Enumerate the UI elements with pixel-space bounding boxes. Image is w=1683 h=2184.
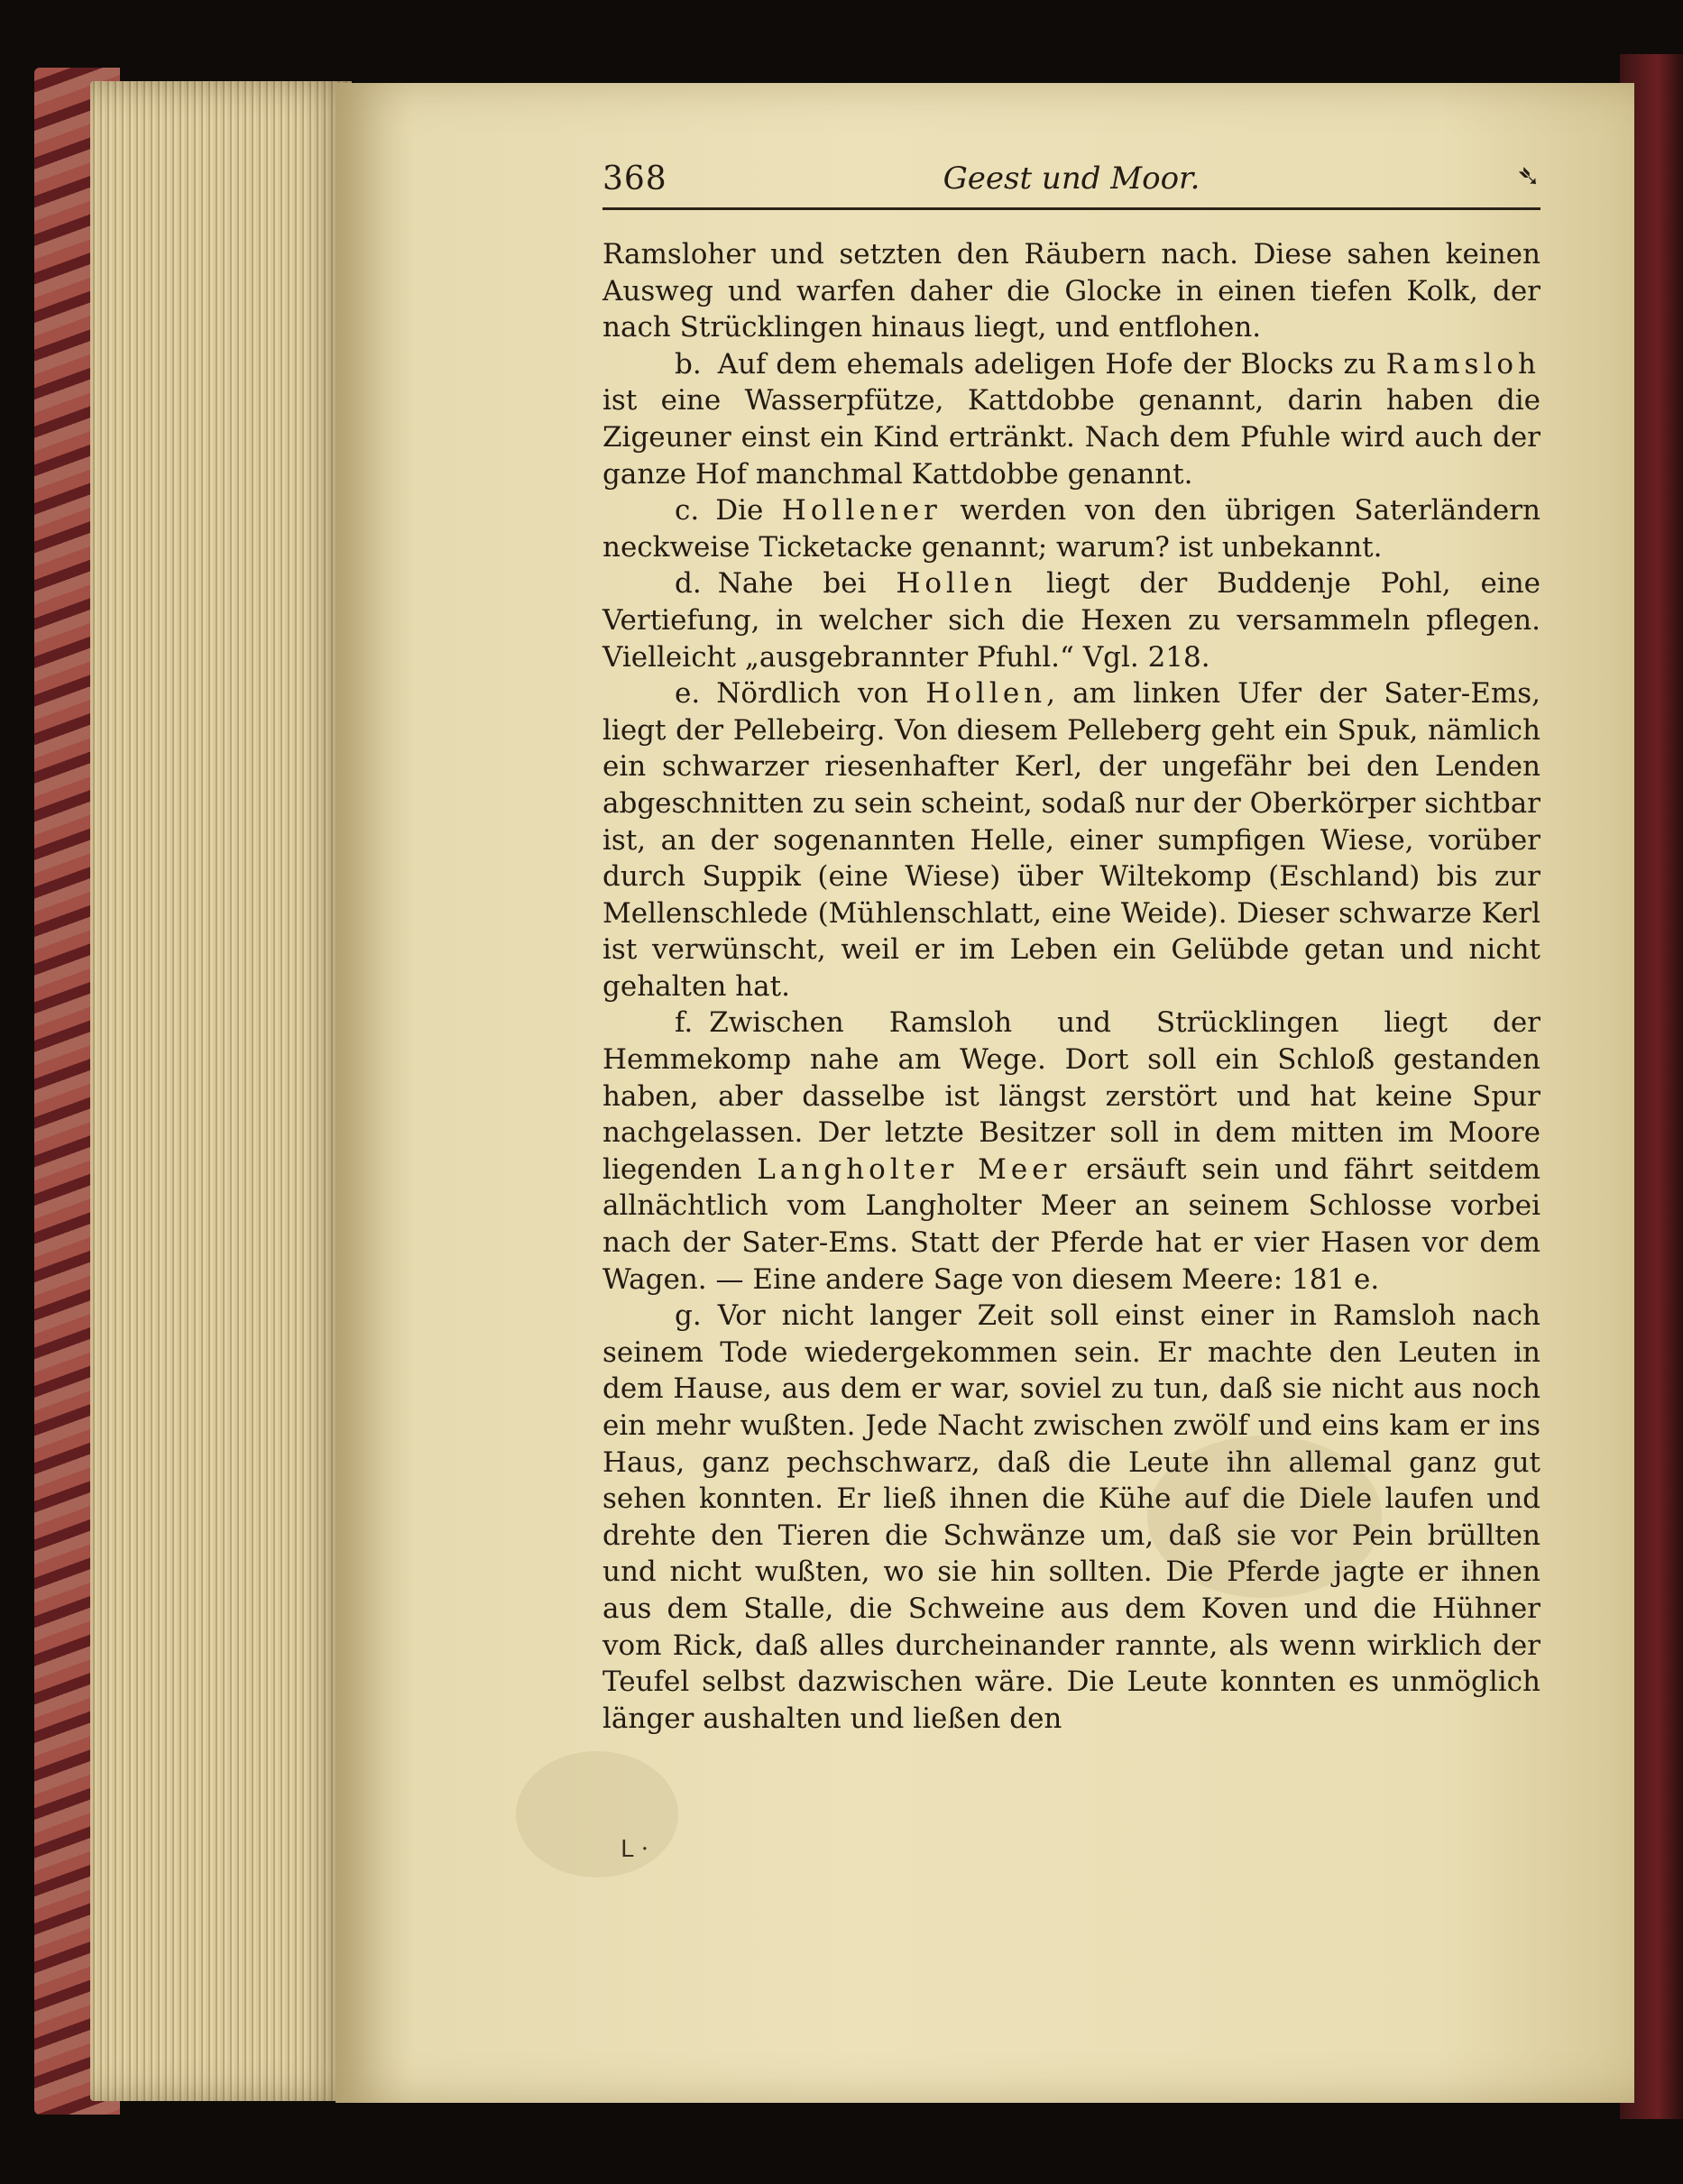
page-number: 368 (602, 161, 667, 197)
text-run: ersäuft sein und fährt seitdem allnächtlich vom Langholter Meer an seinem Schlosse vorbei nach der Sater-Ems. Statt der Pferde hat er vier Hasen vor dem Wagen. — Eine andere Sage von diesem Meere: 181 e. (602, 1152, 1540, 1296)
spaced-name: Hollener (781, 494, 942, 528)
item-label: d. (675, 567, 702, 601)
text-run: , am linken Ufer der Sater-Ems, liegt der Pellebeirg. Von diesem Pelleberg geht ein Spuk, nämlich ein schwarzer riesenhafter Kerl, der ungefähr bei den Lenden abgeschnitten zu sein scheint, sodaß nur der Oberkörper sichtbar ist, an der sogenannten Helle, einer sumpfigen Wiese, vorüber durch Suppik (eine Wiese) über Wiltekomp (Eschland) bis zur Mellenschlede (Mühlenschlatt, eine Weide). Dieser schwarze Kerl ist verwünscht, weil er im Leben ein Gelübde getan und nicht gehalten hat. (602, 677, 1540, 1003)
text-run: Die (715, 494, 782, 528)
spaced-name: Langholter Meer (757, 1152, 1071, 1186)
body-text (602, 236, 1540, 1737)
text-run: ist eine Wasserpfütze, Kattdobbe genannt, darin haben die Zigeuner einst ein Kind ertränkt. Nach dem Pfuhle wird auch der ganze Hof manchmal Kattdobbe genannt. (602, 384, 1540, 491)
spaced-name: Hollen (925, 677, 1047, 711)
paragraph-b (602, 346, 1540, 492)
item-label: e. (675, 677, 701, 711)
arrow-mark-icon: ➴ (1516, 159, 1540, 193)
text-run: werden von den übrigen Saterländern neckweise Ticketacke genannt; warum? ist unbekannt. (602, 494, 1541, 564)
item-label: f. (675, 1006, 694, 1040)
page-stack-edges (90, 81, 352, 2101)
paragraph-g (602, 1298, 1540, 1737)
page-header (602, 153, 1540, 210)
item-label: b. (675, 347, 702, 381)
paragraph-d (602, 565, 1540, 675)
spaced-name: Ramsloh (1385, 347, 1540, 381)
item-label: c. (675, 494, 700, 528)
text-run: Auf dem ehemals adeligen Hofe der Blocks zu (717, 347, 1386, 381)
paper-stain (516, 1751, 678, 1877)
paragraph-c (602, 492, 1540, 565)
text-run: Vor nicht langer Zeit soll einst einer in Ramsloh nach seinem Tode wiedergekommen sein. Er machte den Leuten in dem Hause, aus dem er war, soviel zu tun, daß sie nicht aus noch ein mehr wußten. Jede Nacht zwischen zwölf und eins kam er ins Haus, ganz pechschwarz, daß die Leute ihn allemal ganz gut sehen konnten. Er ließ ihnen die Kühe auf die Diele laufen und drehte den Tieren die Schwänze um, daß sie vor Pein brüllten und nicht wußten, wo sie hin sollten. Die Pferde jagte er ihnen aus dem Stalle, die Schweine aus dem Koven und die Hühner vom Rick, daß alles durcheinander rannte, als wenn wirklich der Teufel selbst dazwischen wäre. Die Leute konnten es unmöglich länger aushalten und ließen den (602, 1299, 1540, 1735)
spaced-name: Hollen (896, 567, 1017, 601)
footer-mark: ᒪ · (621, 1836, 649, 1863)
text-run: Zwischen Ramsloh und Strücklingen liegt der Hemmekomp nahe am Wege. Dort soll ein Schloß gestanden haben, aber dasselbe ist längst zerstört und hat keine Spur nachgelassen. Der letzte Besitzer soll in dem mitten im Moore liegenden (602, 1006, 1540, 1186)
running-head: Geest und Moor. (943, 161, 1200, 197)
text-run: liegt der Buddenje Pohl, eine Vertiefung, in welcher sich die Hexen zu versammeln pflegen. Vielleicht „ausgebrannter Pfuhl.“ Vgl. 218. (602, 567, 1541, 674)
paragraph-f (602, 1005, 1540, 1298)
paragraph-opening: Ramsloher und setzten den Räubern nach. Diese sahen keinen Ausweg und warfen daher die Glocke in einen tiefen Kolk, der nach Strücklingen hinaus liegt, und entflohen. (602, 238, 1540, 344)
text-run: Nördlich von (716, 677, 926, 711)
item-label: g. (675, 1299, 702, 1333)
paragraph-e (602, 675, 1540, 1005)
text-run: Nahe bei (717, 567, 897, 601)
